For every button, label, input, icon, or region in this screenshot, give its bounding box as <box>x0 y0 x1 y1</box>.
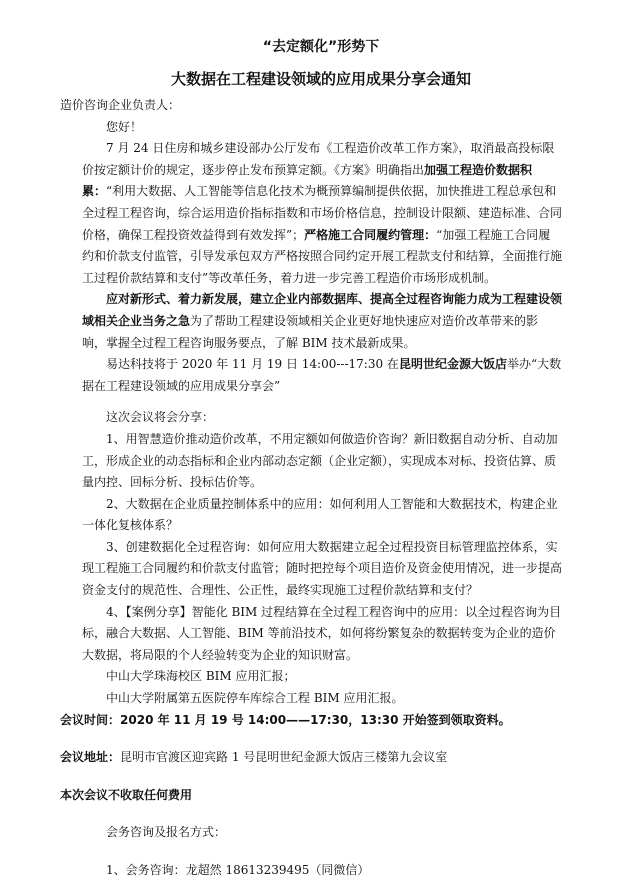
policy-bold-contract: 严格施工合同履约管理： <box>304 227 437 242</box>
spacer <box>82 731 562 747</box>
purpose-bold: 应对新形式、着力新发展，建立企业内部数据库、提高全过程咨询能力成为工程建设领域相关企业当务之急 <box>82 292 563 328</box>
meeting-time <box>60 710 562 732</box>
spacer <box>82 397 562 407</box>
title-line-1: “去定额化”形势下 <box>262 39 380 55</box>
paragraph-event <box>82 354 562 397</box>
contact-intro: 会务咨询及报名方式： <box>106 825 227 840</box>
policy-text-c: “加强工程施工合同履约和价款支付监管，引导发承包双方严格按照合同约定开展工程款支付和结算，全面推行施工过程价款结算和支付”等改革任务，着力进一步完善工程造价市场形成机制。 <box>82 227 563 285</box>
spacer <box>82 769 562 785</box>
address-label: 会议地址： <box>60 750 121 765</box>
policy-text-b: “利用大数据、人工智能等信息化技术为概预算编制提供依据，加快推进工程总承包和全过程工程咨询，综合运用造价指标指数和市场价格信息，控制设计限额、建造标准、合同价格，确保工程投资效益得到有效发挥”； <box>82 184 563 242</box>
report-1: 中山大学珠海校区 BIM 应用汇报； <box>106 669 296 684</box>
share-item-1: 1、用智慧造价推动造价改革，不用定额如何做造价咨询？新旧数据自动分析、自动加工，形成企业的动态指标和企业内部动态定额（企业定额），实现成本对标、投资估算、质量内控、回标分析、投标估价等。 <box>82 431 558 490</box>
address-value: 昆明市官渡区迎宾路 1 号昆明世纪金源大饭店三楼第九会议室 <box>120 750 448 765</box>
paragraph-policy <box>82 138 562 289</box>
event-venue-bold: 昆明世纪金源大饭店 <box>398 357 507 372</box>
share-item-2: 2、大数据在企业质量控制体系中的应用：如何利用人工智能和大数据技术，构建企业一体化复核体系？ <box>82 496 558 533</box>
spacer <box>82 844 562 860</box>
purpose-text: 为了帮助工程建设领域相关企业更好地快速应对造价改革带来的影响，掌握全过程工程咨询服务要点，了解 BIM 技术最新成果。 <box>82 313 539 350</box>
event-text-a: 易达科技将于 2020 年 11 月 19 日 14:00---17:30 在 <box>106 357 399 372</box>
share-item-4: 4、【案例分享】智能化 BIM 过程结算在全过程工程咨询中的应用：以全过程咨询为目标，融合大数据、人工智能、BIM 等前沿技术，如何将纷繁复杂的数据转变为企业的造价大数据，将局限的个人经验转变为企业的知识财富。 <box>82 604 562 662</box>
event-text-b: 举办“大数据在工程建设领域的应用成果分享会” <box>82 357 562 393</box>
time-label: 会议时间： <box>60 712 121 727</box>
share-item-3: 3、创建数据化全过程咨询：如何应用大数据建立起全过程投资目标管理监控体系，实现工程施工合同履约和价款支付监管；随时把控每个项目造价及资金使用情况，进一步提高资金支付的规范性、合理性、公正性，最终实现施工过程价款结算和支付？ <box>82 539 563 598</box>
policy-bold-data: 加强工程造价数据积累： <box>82 162 533 199</box>
policy-text-a: 7 月 24 日住房和城乡建设部办公厅发布《工程造价改革工作方案》，取消最高投标限价按定额计价的规定，逐步停止发布预算定额。《方案》明确指出 <box>82 141 555 177</box>
title-line-2: 大数据在工程建设领域的应用成果分享会通知 <box>170 70 471 88</box>
share-intro: 这次会议将会分享： <box>106 410 215 425</box>
salutation: 造价咨询企业负责人： <box>60 98 181 112</box>
time-value: 2020 年 11 月 19 号 14:00——17:30，13:30 开始签到领取资料。 <box>120 712 511 727</box>
greeting: 您好！ <box>106 119 143 134</box>
free-notice: 本次会议不收取任何费用 <box>60 787 193 802</box>
report-2: 中山大学附属第五医院停车库综合工程 BIM 应用汇报。 <box>106 691 404 706</box>
meeting-address <box>60 747 562 769</box>
paragraph-purpose <box>82 289 562 354</box>
contact-1: 1、会务咨询：龙超然 18613239495（同微信） <box>106 863 370 877</box>
spacer <box>82 806 562 822</box>
document-body <box>60 95 563 882</box>
